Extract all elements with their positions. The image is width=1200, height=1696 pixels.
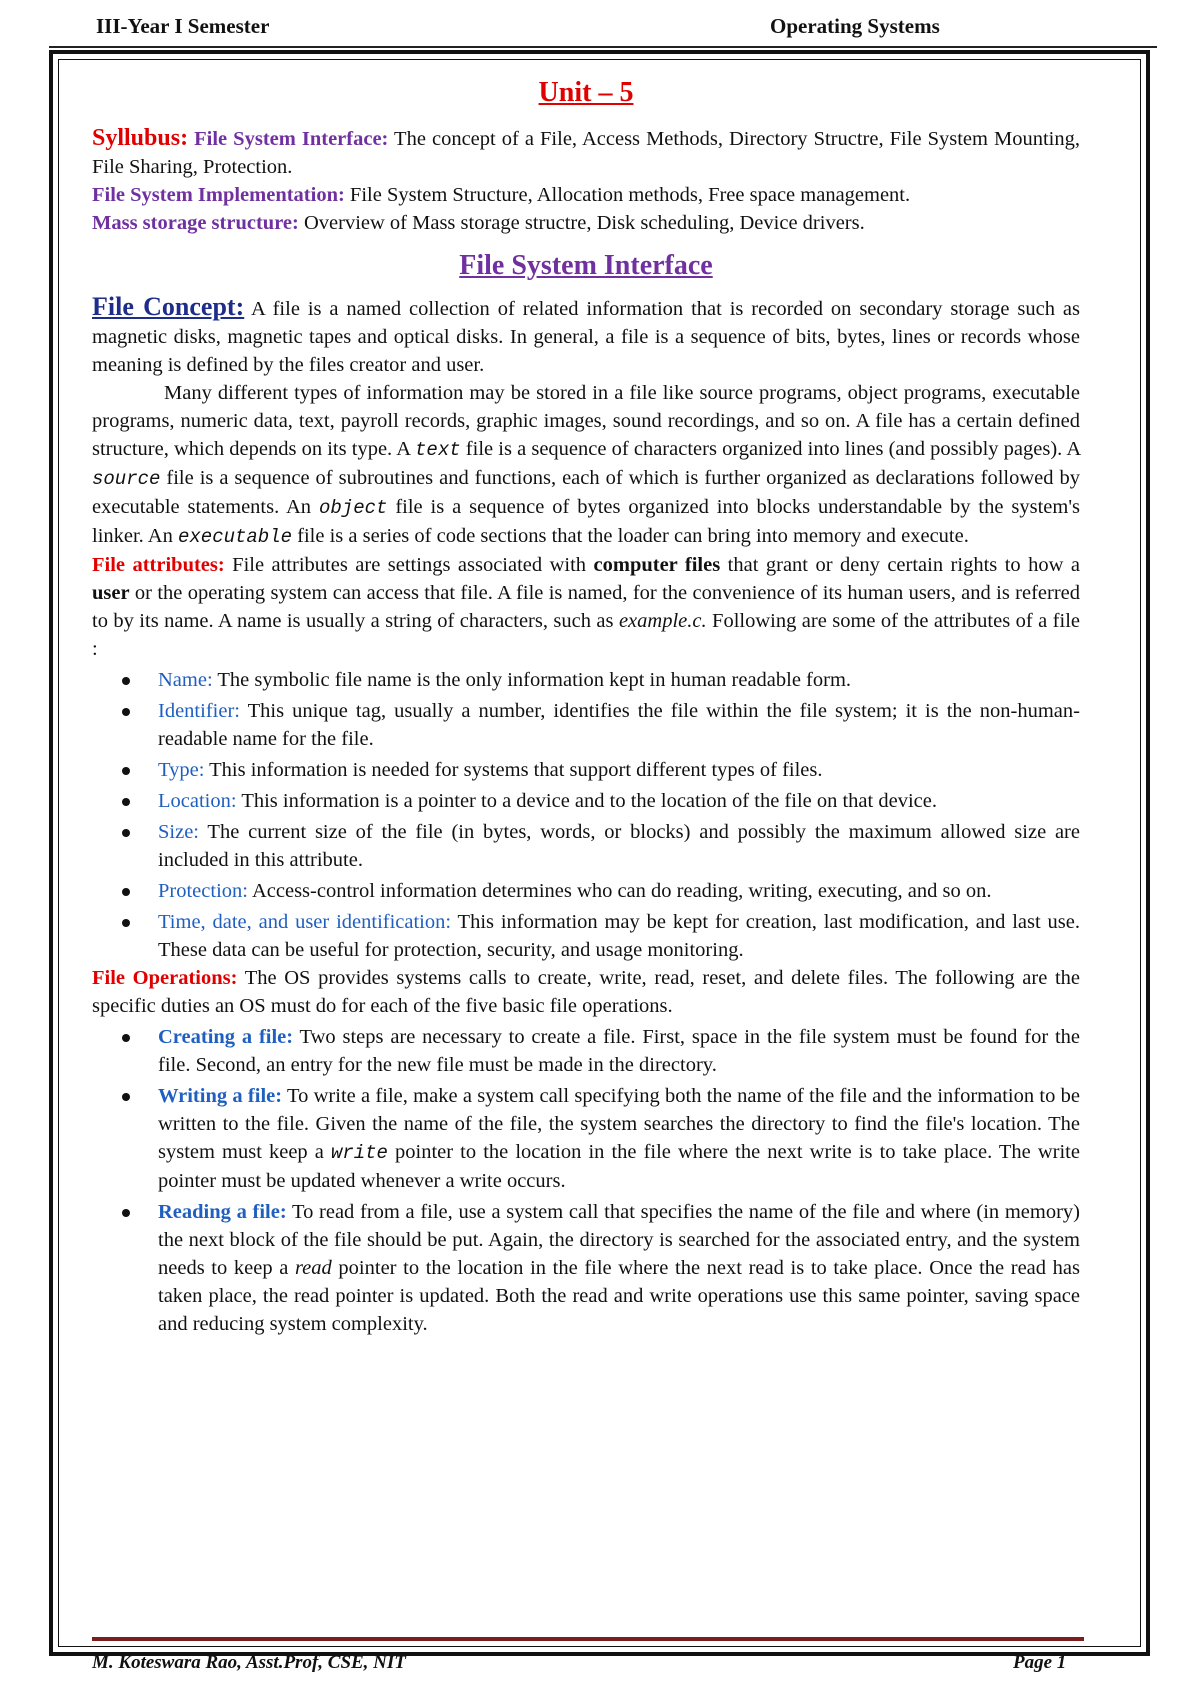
attributes-text-a: File attributes are settings associated with — [224, 554, 594, 576]
page-header-left: III-Year I Semester — [96, 14, 270, 38]
attributes-paragraph — [92, 551, 1080, 663]
operation-item-creating — [158, 1023, 1080, 1079]
object-word: object — [318, 497, 388, 519]
syllabus-fsimpl-text: File System Structure, Allocation methods, Free space management. — [344, 184, 911, 206]
attribute-item — [158, 818, 1080, 874]
attribute-text: Access-control information determines who can do reading, writing, executing, and so on. — [247, 880, 992, 902]
attribute-item — [158, 787, 1080, 815]
syllabus-mass-text: Overview of Mass storage structre, Disk scheduling, Device drivers. — [298, 212, 865, 234]
page-header-right: Operating Systems — [770, 14, 940, 38]
attribute-label: Size: — [158, 821, 199, 843]
operations-paragraph — [92, 964, 1080, 1020]
bullet-icon — [122, 798, 130, 806]
attribute-label: Protection: — [158, 880, 248, 902]
file-types-text-d: file is a sequence of bytes organized into blocks understandable by the system's linker. An — [92, 496, 1081, 547]
file-types-paragraph — [92, 379, 1080, 551]
file-types-text-b: file is a sequence of characters organized into lines (and possibly pages). A — [460, 438, 1081, 460]
bullet-icon — [122, 888, 130, 896]
attributes-text-d: Following are some of the attributes of a file : — [92, 610, 1080, 660]
bullet-icon — [122, 919, 130, 927]
bullet-icon — [122, 677, 130, 685]
footer-author: M. Koteswara Rao, Asst.Prof, CSE, NIT — [92, 1652, 406, 1673]
operation-text-b: pointer to the location in the file where the next write is to take place. The write pointer must be updated whenever a write occurs. — [158, 1141, 1080, 1192]
file-concept-text: A file is a named collection of related information that is recorded on secondary storage such as magnetic disks, magnetic tapes and optical disks. In general, a file is a sequence of bits, bytes, lines or records whose meaning is defined by the files creator and user. — [92, 298, 1080, 376]
footer-rule — [92, 1637, 1084, 1641]
operations-list — [92, 1023, 1080, 1338]
operation-label: Reading a file: — [158, 1201, 287, 1223]
file-concept-label: File Concept: — [92, 292, 245, 321]
operations-text: The OS provides systems calls to create, write, read, reset, and delete files. The following are the specific duties an OS must do for each of the five basic file operations. — [92, 967, 1080, 1017]
page-content — [92, 76, 1080, 1338]
attribute-text: This unique tag, usually a number, identifies the file within the file system; it is the non-human-readable name for the file. — [158, 700, 1080, 750]
operation-text-b: pointer to the location in the file where the next read is to take place. Once the read has taken place, the read pointer is updated. Both the read and write operations use this same pointer, saving space and reducing system complexity. — [158, 1257, 1080, 1335]
operation-text-a: To read from a file, use a system call that specifies the name of the file and where (in memory) the next block of the file should be put. Again, the directory is searched for the associated entry, and the system needs to keep a — [158, 1201, 1081, 1279]
attribute-text: This information is a pointer to a device and to the location of the file on that device. — [236, 790, 937, 812]
attribute-item — [158, 697, 1080, 753]
operation-item-writing — [158, 1082, 1080, 1195]
operations-label: File Operations: — [92, 967, 238, 989]
attributes-text-b: that grant or deny certain rights to how a — [720, 554, 1080, 576]
file-types-text-c: file is a sequence of subroutines and functions, each of which is further organized as declarations followed by executable statements. An — [92, 467, 1080, 518]
attribute-item — [158, 666, 1080, 694]
source-word: source — [92, 468, 161, 490]
attributes-text-c: or the operating system can access that file. A file is named, for the convenience of its human users, and is referred to by its name. A name is usually a string of characters, such as — [92, 582, 1080, 632]
executable-word: executable — [177, 526, 293, 548]
attribute-item — [158, 877, 1080, 905]
operation-label: Creating a file: — [158, 1026, 294, 1048]
bullet-icon — [122, 1093, 130, 1101]
syllabus-fsimpl-label: File System Implementation: — [92, 184, 345, 206]
attribute-label: Name: — [158, 669, 213, 691]
syllabus-paragraph — [92, 124, 1080, 181]
attribute-label: Identifier: — [158, 700, 240, 722]
write-word: write — [330, 1142, 388, 1164]
attribute-text: The current size of the file (in bytes, words, or blocks) and possibly the maximum allowed size are included in this attribute. — [158, 821, 1080, 871]
read-word: read — [294, 1257, 332, 1279]
bullet-icon — [122, 767, 130, 775]
operation-item-reading — [158, 1198, 1080, 1338]
attribute-label: Time, date, and user identification: — [158, 911, 452, 933]
syllabus-fsi-label: File System Interface: — [194, 128, 389, 150]
syllabus-label: Syllubus: — [92, 125, 189, 151]
syllabus-fsi-text: The concept of a File, Access Methods, Directory Structre, File System Mounting, File Sharing, Protection. — [92, 128, 1081, 178]
attributes-label: File attributes: — [92, 554, 225, 576]
page-number: Page 1 — [1013, 1652, 1067, 1673]
file-types-text-e: file is a series of code sections that the loader can bring into memory and execute. — [292, 525, 969, 547]
user-bold: user — [92, 582, 130, 604]
syllabus-implementation — [92, 181, 1080, 209]
computer-files-bold: computer files — [593, 554, 721, 576]
bullet-icon — [122, 1209, 130, 1217]
bullet-icon — [122, 708, 130, 716]
attributes-list — [92, 666, 1080, 964]
attribute-text: This information is needed for systems that support different types of files. — [204, 759, 823, 781]
bullet-icon — [122, 829, 130, 837]
attribute-label: Type: — [158, 759, 205, 781]
example-filename: example.c. — [618, 610, 707, 632]
file-types-text-a: Many different types of information may be stored in a file like source programs, object programs, executable programs, numeric data, text, payroll records, graphic images, sound recordings, and so on. A file has a certain defined structure, which depends on its type. A — [92, 382, 1080, 460]
operation-text-a: To write a file, make a system call specifying both the name of the file and the information to be written to the file. Given the name of the file, the system searches the directory to find the file's location. The system must keep a — [158, 1085, 1080, 1163]
syllabus-mass-label: Mass storage structure: — [92, 212, 299, 234]
unit-title: Unit – 5 — [538, 77, 634, 108]
attribute-text: The symbolic file name is the only information kept in human readable form. — [212, 669, 852, 691]
text-word: text — [415, 439, 461, 461]
header-rule — [49, 46, 1157, 48]
file-concept-paragraph — [92, 293, 1080, 379]
section-title: File System Interface — [459, 250, 713, 281]
attribute-text: This information may be kept for creation, last modification, and last use. These data can be useful for protection, security, and usage monitoring. — [158, 911, 1080, 961]
operation-text: Two steps are necessary to create a file. First, space in the file system must be found for the file. Second, an entry for the new file must be made in the directory. — [158, 1026, 1081, 1076]
attribute-label: Location: — [158, 790, 237, 812]
attribute-item — [158, 756, 1080, 784]
syllabus-mass-storage — [92, 209, 1080, 237]
bullet-icon — [122, 1034, 130, 1042]
operation-label: Writing a file: — [158, 1085, 283, 1107]
attribute-item — [158, 908, 1080, 964]
